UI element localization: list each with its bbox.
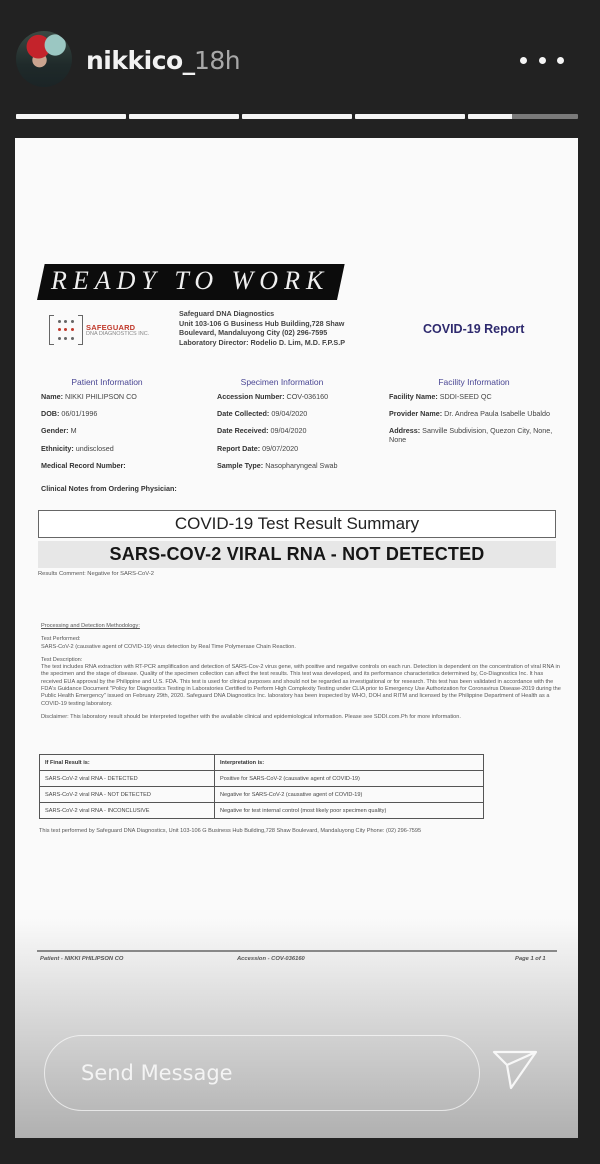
table-row: SARS-CoV-2 viral RNA - DETECTED Positive for SARS-CoV-2 (causative agent of COVID-19) (40, 771, 484, 787)
more-options-button[interactable] (520, 50, 564, 70)
footer-page: Page 1 of 1 (515, 956, 546, 962)
specimen-information (217, 377, 387, 478)
field-provider-name: Provider Name: Dr. Andrea Paula Isabelle Ubaldo (389, 409, 551, 419)
section-heading: Facility Information (438, 377, 510, 387)
field-date-received: Date Received: 09/04/2020 (217, 426, 307, 436)
logo-subtitle: DNA DIAGNOSTICS INC. (86, 331, 150, 337)
lab-info-line: Boulevard, Mandaluyong City (02) 296-7595 (179, 328, 328, 337)
bracket-right-icon (78, 315, 83, 345)
patient-information (41, 377, 201, 478)
field-medical-record: Medical Record Number: (41, 460, 126, 470)
progress-segment (129, 114, 239, 119)
table-row: SARS-CoV-2 viral RNA - NOT DETECTED Negative for SARS-CoV-2 (causative agent of COVID-19) (40, 787, 484, 803)
lab-info-line: Safeguard DNA Diagnostics (179, 309, 275, 318)
progress-segment (242, 114, 352, 119)
field-sample-type: Sample Type: Nasopharyngeal Swab (217, 460, 338, 470)
more-horizontal-icon (520, 57, 527, 64)
bracket-left-icon (49, 315, 54, 345)
section-heading: Patient Information (71, 377, 143, 387)
field-accession: Accession Number: COV-036160 (217, 392, 329, 401)
avatar[interactable] (16, 31, 72, 87)
banner-text: READY TO WORK (51, 266, 330, 295)
methodology-heading: Processing and Detection Methodology: (41, 623, 140, 629)
lab-info-line: Laboratory Director: Rodelio D. Lim, M.D. F.P.S.P (179, 337, 346, 347)
field-ethnicity: Ethnicity: undisclosed (41, 443, 114, 453)
progress-segment (355, 114, 465, 119)
test-performed: Test Performed: SARS-CoV-2 (causative agent of COVID-19) virus detection by Real Time Polymerase Chain Reaction. (41, 636, 296, 650)
progress-segment (468, 114, 578, 119)
facility-information (389, 377, 559, 453)
safeguard-logo (49, 315, 169, 345)
send-button[interactable] (490, 1048, 540, 1092)
field-dob: DOB: 06/01/1996 (41, 409, 98, 419)
field-name: Name: NIKKI PHILIPSON CO (41, 392, 137, 401)
logo-brand: SAFEGUARD (86, 323, 136, 332)
table-row: SARS-CoV-2 viral RNA - INCONCLUSIVE Negative for test internal control (most likely poor specimen quality) (40, 803, 484, 819)
more-horizontal-icon (557, 57, 564, 64)
field-address: Address: Sanville Subdivision, Quezon City, None, None (389, 426, 553, 445)
more-horizontal-icon (539, 57, 546, 64)
performed-by: This test performed by Safeguard DNA Diagnostics, Unit 103-106 G Business Hub Building,728 Shaw Boulevard, Mandaluyong City Phone: (02) 296-7595 (39, 828, 422, 834)
lab-info (179, 309, 345, 347)
lab-info-line: Unit 103-106 G Business Hub Building,728 Shaw (179, 318, 345, 328)
table-header: If Final Result is: Interpretation is: (40, 755, 484, 771)
methodology-section (41, 623, 561, 727)
story-content[interactable] (15, 138, 578, 1138)
dot-grid-icon (56, 319, 76, 341)
disclaimer: Disclaimer: This laboratory result should be interpreted together with the available clinical and epidemiological information. Please see SDDI.com.Ph for more information. (41, 713, 461, 720)
story-progress-bar (16, 114, 578, 119)
report-title: COVID-19 Report (423, 322, 525, 336)
story-time: 18h (194, 46, 241, 75)
field-date-collected: Date Collected: 09/04/2020 (217, 409, 308, 419)
field-report-date: Report Date: 09/07/2020 (217, 443, 299, 453)
summary-title: COVID-19 Test Result Summary (38, 510, 556, 538)
field-gender: Gender: M (41, 426, 77, 436)
covid-report-document (15, 138, 578, 1038)
field-facility-name: Facility Name: SDDI-SEED QC (389, 392, 492, 401)
footer-accession: Accession - COV-036160 (237, 956, 305, 962)
clinical-notes-label: Clinical Notes from Ordering Physician: (41, 484, 177, 493)
footer-divider (37, 950, 557, 952)
footer-patient: Patient - NIKKI PHILIPSON CO (40, 956, 124, 962)
send-message-input[interactable] (44, 1035, 480, 1111)
progress-segment (16, 114, 126, 119)
test-result: SARS-COV-2 VIRAL RNA - NOT DETECTED (38, 541, 556, 568)
section-heading: Specimen Information (240, 377, 324, 387)
username[interactable]: nikkico_ (86, 46, 195, 75)
send-icon (490, 1048, 540, 1092)
results-comment: Results Comment: Negative for SARS-CoV-2 (38, 571, 154, 577)
test-description: Test Description: The test includes RNA extraction with RT-PCR amplification and detection of SARS-Cov-2 virus gene, with positive and negative controls on each run. Detection is dependent on the concentration of viral RNA in the specimen and the stage of disease. Quality of the specimen collection can affect the test results. This test was developed, and its performance characteristics determined by, Co-Diagnostics Inc. It has received EUA approval by the Philippine and U.S. FDA. This test is used for clinical purposes and should not be regarded as investigational or for research. This test has been validated in accordance with the FDA's Guidance Document "Policy for Diagnostics Testing in Laboratories Certified to Perform High Complexity Testing under CLIA prior to Emergency Use Authorization for Coronavirus Disease-2019 during the Public Health Emergency" issued on February 29th, 2020. Safeguard DNA Diagnostics Inc. laboratory has been inspected by WHO, DOH and RITM and licensed by the Philippine Department of Health as a COVID-19 testing laboratory. (41, 656, 561, 707)
interpretation-table (39, 754, 484, 819)
